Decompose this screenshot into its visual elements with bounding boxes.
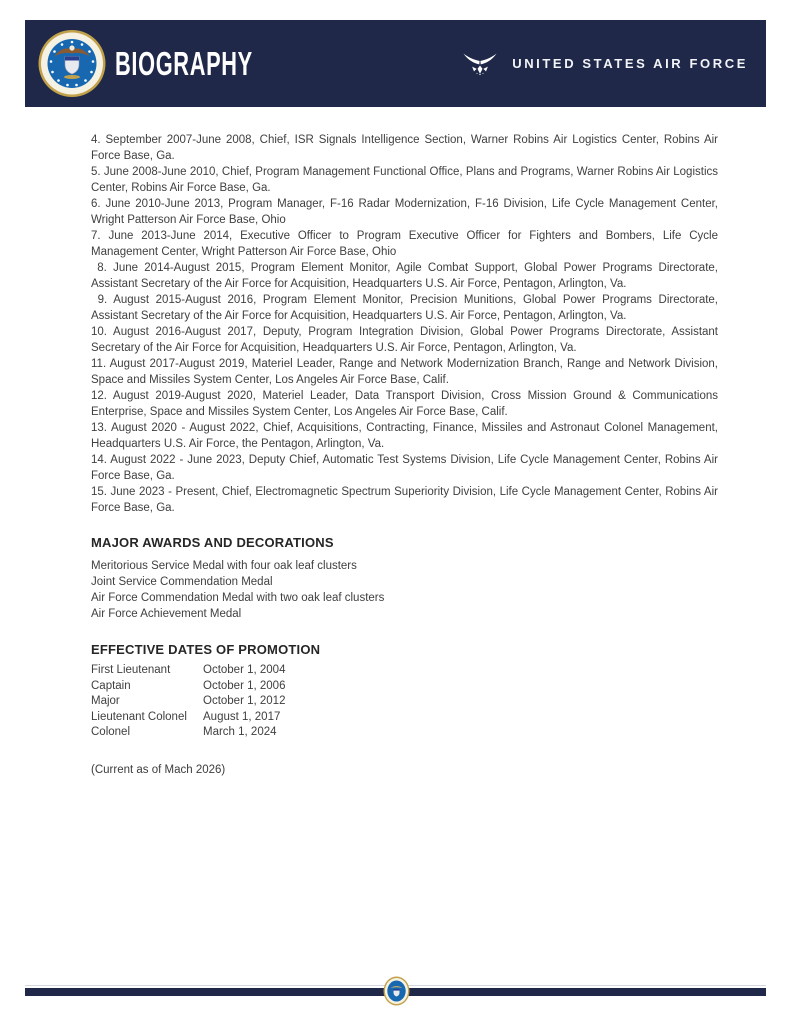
career-item: 6. June 2010-June 2013, Program Manager, F-16 Radar Modernization, F-16 Division, Life Cycle Management Center, Wright Patterson Air Force Base, Ohio (91, 198, 718, 226)
career-item: 10. August 2016-August 2017, Deputy, Program Integration Division, Global Power Programs Directorate, Assistant Secretary of the Air Force for Acquisition, Headquarters U.S. Air Force, Pentagon, Arlington, Va. (91, 326, 718, 354)
promotion-date: March 1, 2024 (203, 726, 277, 738)
promotion-date: October 1, 2004 (203, 664, 286, 676)
header-banner (25, 20, 766, 107)
promotion-row (91, 663, 718, 679)
career-item: 5. June 2008-June 2010, Chief, Program Management Functional Office, Plans and Programs, Warner Robins Air Logistics Center, Robins Air Force Base, Ga. (91, 166, 718, 194)
award-item: Air Force Achievement Medal (91, 608, 242, 620)
promotion-row (91, 694, 718, 710)
promotion-date: August 1, 2017 (203, 710, 281, 723)
career-item: 7. June 2013-June 2014, Executive Officer to Program Executive Officer for Fighters and Bombers, Life Cycle Management Center, Wright Patterson Air Force Base, Ohio (91, 230, 718, 258)
career-item: 11. August 2017-August 2019, Materiel Leader, Range and Network Modernization Branch, Range and Network Division, Space and Missiles System Center, Los Angeles Air Force Base, Calif. (91, 358, 718, 386)
promotion-rank: Lieutenant Colonel (91, 710, 187, 723)
career-item: 8. June 2014-August 2015, Program Element Monitor, Agile Combat Support, Global Power Programs Directorate, Assistant Secretary of the Air Force for Acquisition, Headquarters U.S. Air Force, Pentagon, Arlington, Va. (91, 262, 718, 290)
promotions-heading: EFFECTIVE DATES OF PROMOTION (91, 642, 321, 657)
bio-content (91, 132, 718, 778)
award-item: Air Force Commendation Medal with two oak leaf clusters (91, 592, 385, 604)
promotion-rank: Captain (91, 679, 131, 692)
promotion-rank: Major (91, 695, 120, 707)
career-item: 14. August 2022 - June 2023, Deputy Chief, Automatic Test Systems Division, Life Cycle Management Center, Robins Air Force Base, Ga. (91, 454, 718, 482)
air-force-wings-icon (462, 49, 498, 79)
promotion-row (91, 725, 718, 741)
air-force-seal-small-icon (383, 976, 410, 1006)
promotion-date: October 1, 2006 (203, 679, 286, 692)
department-of-the-air-force-seal-icon (38, 29, 106, 98)
brand-wordmark: UNITED STATES AIR FORCE (512, 56, 748, 71)
promotion-row (91, 679, 718, 695)
career-item: 4. September 2007-June 2008, Chief, ISR Signals Intelligence Section, Warner Robins Air Logistics Center, Robins Air Force Base, Ga. (91, 134, 718, 162)
promotion-rank: Colonel (91, 726, 130, 738)
career-item: 15. June 2023 - Present, Chief, Electromagnetic Spectrum Superiority Division, Life Cycle Management Center, Robins Air Force Base, Ga. (91, 486, 718, 514)
promotion-row (91, 710, 718, 726)
awards-heading: MAJOR AWARDS AND DECORATIONS (91, 535, 334, 550)
air-force-brand (462, 49, 748, 79)
page-title: BIOGRAPHY (115, 44, 253, 82)
promotion-date: October 1, 2012 (203, 695, 286, 707)
career-item: 9. August 2015-August 2016, Program Element Monitor, Precision Munitions, Global Power Programs Directorate, Assistant Secretary of the Air Force for Acquisition, Headquarters U.S. Air Force, Pentagon, Arlington, Va. (91, 294, 718, 322)
award-item: Joint Service Commendation Medal (91, 576, 273, 588)
career-item: 13. August 2020 - August 2022, Chief, Acquisitions, Contracting, Finance, Missiles and Astronaut Colonel Management, Headquarters U.S. Air Force, the Pentagon, Arlington, Va. (91, 422, 718, 450)
career-item: 12. August 2019-August 2020, Materiel Leader, Data Transport Division, Cross Mission Ground & Communications Enterprise, Space and Missiles System Center, Los Angeles Air Force Base, Calif. (91, 390, 718, 418)
current-as-of-note: (Current as of Mach 2026) (91, 763, 226, 776)
promotion-rank: First Lieutenant (91, 664, 171, 676)
award-item: Meritorious Service Medal with four oak leaf clusters (91, 560, 357, 572)
